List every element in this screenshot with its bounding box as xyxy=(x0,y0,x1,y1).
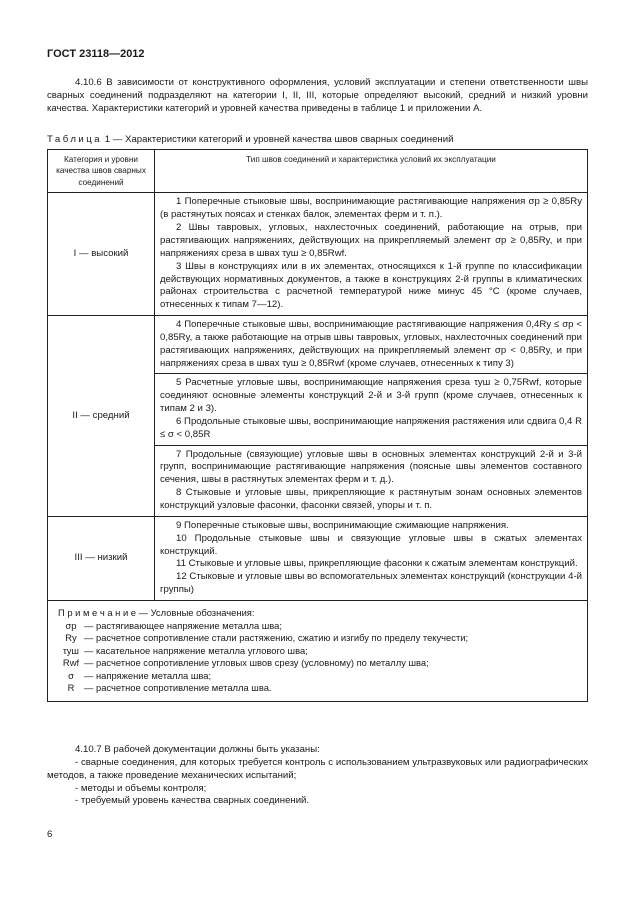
type-text: 4 Поперечные стыковые швы, воспринимающие растягивающие напряжения 0,4Ry ≤ σp < 0,85Ry, а также работающие на отрыв швы тавровых, угловых, нахлесточных соединений при растягивающих напряжениях, действующих на прикрепляемый элемент σp < 0,85Ry, и при напряжениях среза в швах τуш ≥ 0,85Rwf (кроме случаев, отнесенных к типу 3) xyxy=(160,319,582,369)
paragraph-text: 4.10.7 В рабочей документации должны быть указаны: xyxy=(75,744,320,755)
header-type: Тип швов соединений и характеристика условий их эксплуатации xyxy=(155,150,588,193)
types-cell xyxy=(155,445,588,516)
type-text: 3 Швы в конструкциях или в их элементах, относящихся к 1-й группе по классификации действующих нормативных документов, а также в конструкциях 2-й группы в климатических районах строительства с расчетной температурой ниже минус 45 °С (кроме случаев, отнесенных к типам 7—12). xyxy=(160,260,582,311)
paragraph-text: 4.10.6 В зависимости от конструктивного оформления, условий эксплуатации и степени ответственности швы сварных соединений подразделяют на категории I, II, III, которые определяют высокий, средний и низкий уровни качества. Характеристики категорий и уровней качества приведены в таблице 1 и приложении А. xyxy=(47,77,588,114)
note-symbol: Rwf xyxy=(62,657,80,669)
paragraph-4-10-7 xyxy=(47,744,588,808)
type-text: 6 Продольные стыковые швы, воспринимающие напряжения растяжения или сдвига 0,4 R ≤ σ < 0,85R xyxy=(160,415,582,440)
types-cell xyxy=(155,516,588,600)
note-symbol: σp xyxy=(65,619,77,631)
note-line xyxy=(58,682,577,695)
note-line xyxy=(58,620,577,633)
table-header-row xyxy=(48,150,588,193)
header-category: Категория и уровни качества швов сварных соединений xyxy=(48,150,155,193)
page-number: 6 xyxy=(47,829,53,840)
note-symbol: Ry xyxy=(65,632,77,644)
note-line xyxy=(58,645,577,658)
caption-word: Таблица xyxy=(47,134,103,145)
characteristics-table xyxy=(47,149,588,702)
note-text: — растягивающее напряжение металла шва; xyxy=(84,619,282,631)
note-symbol: R xyxy=(67,682,75,694)
table-note xyxy=(48,600,588,701)
paragraph-4-10-6 xyxy=(47,77,588,116)
note-line xyxy=(58,632,577,645)
caption-text: — Характеристики категорий и уровней качества швов сварных соединений xyxy=(112,134,454,145)
note-text: — расчетное сопротивление угловых швов срезу (условному) по металлу шва; xyxy=(84,657,429,669)
caption-number: 1 xyxy=(104,134,111,145)
type-text: 5 Расчетные угловые швы, воспринимающие напряжения среза τуш ≥ 0,75Rwf, которые соединяют основные элементы конструкций 2-й и 3-й групп (кроме случаев, отнесенных к типам 2 и 3). xyxy=(160,377,582,415)
note-text: — расчетное сопротивление стали растяжению, сжатию и изгибу по пределу текучести; xyxy=(84,632,469,644)
category-cell: I — высокий xyxy=(48,193,155,316)
table-row xyxy=(48,516,588,600)
type-text: 11 Стыковые и угловые швы, прикрепляющие фасонки к сжатым элементам конструкций. xyxy=(176,558,578,570)
category-cell: III — низкий xyxy=(48,516,155,600)
type-text: 7 Продольные (связующие) угловые швы в основных элементах конструкций 2-й и 3-й групп, воспринимающие растягивающие напряжения (поясные швы элементов составного сечения, швы в растянутых элементах ферм и т. д.). xyxy=(160,448,582,486)
note-text: — касательное напряжение металла углового шва; xyxy=(84,644,308,656)
table-caption xyxy=(47,134,607,147)
note-text: — напряжение металла шва; xyxy=(84,669,212,681)
table-note-row xyxy=(48,600,588,701)
note-line xyxy=(58,670,577,683)
types-cell xyxy=(155,193,588,316)
table-row xyxy=(48,316,588,374)
table-row xyxy=(48,193,588,316)
type-text: 9 Поперечные стыковые швы, воспринимающие сжимающие напряжения. xyxy=(176,519,509,531)
type-text: 2 Швы тавровых, угловых, нахлесточных соединений, работающие на отрыв, при растягивающих напряжениях, действующих на прикрепляемый элемент σp ≥ 0,85Ry, и при напряжениях среза в швах τуш ≥ 0,85Rwf. xyxy=(160,222,582,259)
list-item: - методы и объемы контроля; xyxy=(75,782,207,794)
type-text: 1 Поперечные стыковые швы, воспринимающие растягивающие напряжения σp ≥ 0,85Ry (в растянутых поясах и стенках балок, элементах ферм и т. п.). xyxy=(160,196,582,221)
type-text: 8 Стыковые и угловые швы, прикрепляющие к растянутым зонам основных элементов конструкций узловые фасонки, фасонки связей, упоры и т. п. xyxy=(160,487,582,512)
note-text: — расчетное сопротивление металла шва. xyxy=(84,682,272,694)
list-item: - требуемый уровень качества сварных соединений. xyxy=(75,795,310,807)
category-cell: II — средний xyxy=(48,316,155,517)
note-symbol: σ xyxy=(68,669,74,681)
type-text: 12 Стыковые и угловые швы во вспомогательных элементах конструкций (конструкции 4-й группы) xyxy=(160,571,582,596)
note-title: П р и м е ч а н и е — Условные обозначения: xyxy=(58,606,255,618)
note-symbol: τуш xyxy=(63,644,79,656)
note-line xyxy=(58,657,577,670)
list-item: - сварные соединения, для которых требуется контроль с использованием ультразвуковых или радиографических методов, а также проведение механических испытаний; xyxy=(47,756,588,781)
document-header: ГОСТ 23118—2012 xyxy=(47,48,145,60)
types-cell xyxy=(155,316,588,374)
types-cell xyxy=(155,374,588,445)
type-text: 10 Продольные стыковые швы и связующие угловые швы в сжатых элементах конструкций. xyxy=(160,532,582,557)
